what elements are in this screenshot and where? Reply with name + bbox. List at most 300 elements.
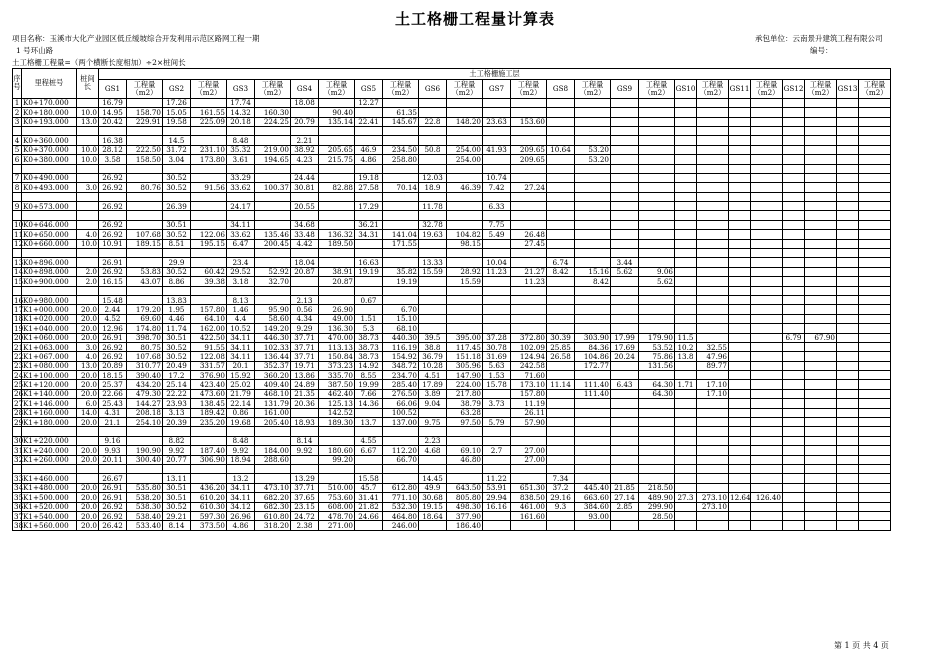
qty-cell <box>191 136 227 145</box>
qty-cell: 498.30 <box>447 502 483 511</box>
qty-cell: 360.20 <box>255 371 291 380</box>
width-cell: 15.05 <box>163 108 191 117</box>
qty-cell <box>751 399 783 408</box>
width-cell <box>547 455 575 464</box>
empty-cell <box>227 286 255 295</box>
width-cell: 31.72 <box>163 145 191 154</box>
width-cell <box>547 399 575 408</box>
qty-cell <box>805 136 837 145</box>
width-cell <box>729 98 751 107</box>
seq-cell: 6 <box>13 155 22 164</box>
length-cell: 20.0 <box>77 502 99 511</box>
empty-cell <box>639 249 675 258</box>
width-cell <box>611 173 639 182</box>
qty-cell: 387.50 <box>319 380 355 389</box>
seq-cell: 9 <box>13 202 22 211</box>
width-cell <box>729 145 751 154</box>
qty-cell: 28.50 <box>639 511 675 520</box>
width-cell: 16.38 <box>99 136 127 145</box>
empty-cell <box>355 427 383 436</box>
table-row <box>13 389 891 398</box>
header-layer-gs4: GS4 <box>291 79 319 98</box>
width-cell <box>783 98 805 107</box>
header-layer-gs7: GS7 <box>483 79 511 98</box>
qty-cell <box>575 305 611 314</box>
width-cell: 34.68 <box>291 220 319 229</box>
width-cell <box>783 361 805 370</box>
width-cell <box>783 305 805 314</box>
qty-cell: 234.50 <box>383 145 419 154</box>
qty-cell: 187.40 <box>191 446 227 455</box>
empty-cell <box>419 249 447 258</box>
width-cell <box>355 305 383 314</box>
qty-cell <box>575 295 611 304</box>
qty-cell <box>805 295 837 304</box>
width-cell <box>783 220 805 229</box>
qty-cell: 184.00 <box>255 446 291 455</box>
empty-cell <box>575 164 611 173</box>
qty-cell <box>751 446 783 455</box>
qty-cell: 158.50 <box>127 155 163 164</box>
empty-cell <box>783 427 805 436</box>
empty-cell <box>675 465 697 474</box>
table-row <box>13 98 891 107</box>
width-cell: 1.46 <box>227 305 255 314</box>
qty-cell <box>127 202 163 211</box>
qty-cell <box>697 474 729 483</box>
qty-cell: 242.58 <box>511 361 547 370</box>
empty-cell <box>77 192 99 201</box>
qty-cell <box>447 220 483 229</box>
qty-cell <box>575 399 611 408</box>
width-cell <box>837 446 859 455</box>
length-cell: 20.0 <box>77 493 99 502</box>
qty-cell: 162.00 <box>191 324 227 333</box>
qty-cell <box>805 352 837 361</box>
width-cell: 2.44 <box>99 305 127 314</box>
qty-cell <box>697 155 729 164</box>
width-cell <box>611 361 639 370</box>
qty-cell <box>575 521 611 530</box>
empty-cell <box>837 286 859 295</box>
width-cell <box>291 108 319 117</box>
width-cell <box>483 277 511 286</box>
length-cell: 3.0 <box>77 342 99 351</box>
width-cell <box>783 136 805 145</box>
empty-cell <box>127 211 163 220</box>
width-cell: 34.11 <box>227 220 255 229</box>
length-cell: 10.0 <box>77 108 99 117</box>
width-cell: 27.58 <box>355 183 383 192</box>
width-cell: 30.51 <box>163 333 191 342</box>
qty-cell <box>805 436 837 445</box>
seq-cell: 16 <box>14 295 24 305</box>
header-layer-group: 土工格栅施工层 <box>99 69 891 80</box>
qty-cell: 124.94 <box>511 352 547 361</box>
empty-cell <box>783 192 805 201</box>
width-cell <box>675 202 697 211</box>
empty-cell <box>483 164 511 173</box>
qty-cell <box>805 361 837 370</box>
width-cell: 5.63 <box>483 361 511 370</box>
qty-cell <box>805 324 837 333</box>
width-cell: 9.93 <box>99 446 127 455</box>
empty-cell <box>783 286 805 295</box>
qty-cell <box>805 155 837 164</box>
qty-cell <box>805 117 837 126</box>
station-cell: K0+660.000 <box>22 239 77 248</box>
width-cell: 18.94 <box>227 455 255 464</box>
qty-cell: 149.20 <box>255 324 291 333</box>
station-cell: K0+380.000 <box>22 155 77 164</box>
empty-cell <box>697 211 729 220</box>
width-cell <box>837 173 859 182</box>
qty-cell <box>575 117 611 126</box>
qty-cell <box>697 446 729 455</box>
table-row <box>13 155 891 164</box>
station-cell: K0+360.000 <box>22 136 77 145</box>
qty-cell <box>751 474 783 483</box>
width-cell <box>837 333 859 342</box>
qty-cell <box>383 173 419 182</box>
width-cell <box>675 521 697 530</box>
width-cell <box>729 108 751 117</box>
header-qty: 工程量（m2） <box>127 79 163 98</box>
length-cell <box>77 98 99 107</box>
qty-cell <box>127 98 163 107</box>
width-cell <box>837 474 859 483</box>
width-cell: 26.92 <box>99 502 127 511</box>
empty-cell <box>355 465 383 474</box>
width-cell <box>783 117 805 126</box>
empty-cell <box>77 465 99 474</box>
width-cell: 3.89 <box>419 389 447 398</box>
width-cell: 2.13 <box>291 295 319 304</box>
station-cell: K1+560.000 <box>22 521 77 530</box>
width-cell: 8.82 <box>163 436 191 445</box>
qty-cell <box>859 145 891 154</box>
empty-cell <box>13 164 22 173</box>
qty-cell <box>697 183 729 192</box>
table-row <box>13 521 891 530</box>
width-cell: 34.11 <box>227 352 255 361</box>
width-cell <box>483 324 511 333</box>
empty-cell <box>419 164 447 173</box>
qty-cell <box>191 295 227 304</box>
qty-cell <box>639 324 675 333</box>
width-cell <box>837 258 859 267</box>
width-cell <box>547 98 575 107</box>
empty-cell <box>729 465 751 474</box>
qty-cell: 8.42 <box>575 277 611 286</box>
width-cell <box>837 155 859 164</box>
header-layer-gs13: GS13 <box>837 79 859 98</box>
empty-cell <box>13 126 22 135</box>
qty-cell: 136.30 <box>319 324 355 333</box>
qty-cell: 306.90 <box>191 455 227 464</box>
qty-cell: 104.86 <box>575 352 611 361</box>
header-layer-gs3: GS3 <box>227 79 255 98</box>
width-cell <box>547 117 575 126</box>
qty-cell <box>751 202 783 211</box>
empty-cell <box>805 249 837 258</box>
empty-cell <box>783 164 805 173</box>
table-row <box>13 371 891 380</box>
width-cell <box>611 371 639 380</box>
qty-cell <box>639 220 675 229</box>
length-cell: 3.0 <box>77 183 99 192</box>
qty-cell: 26.48 <box>511 230 547 239</box>
width-cell <box>291 455 319 464</box>
width-cell: 17.74 <box>227 98 255 107</box>
seq-cell: 15 <box>14 276 24 286</box>
length-cell <box>77 202 99 211</box>
qty-cell: 102.33 <box>255 342 291 351</box>
table-row <box>13 136 891 145</box>
width-cell <box>547 108 575 117</box>
width-cell: 6.74 <box>547 258 575 267</box>
qty-cell: 423.40 <box>191 380 227 389</box>
length-cell: 20.0 <box>77 333 99 342</box>
empty-cell <box>805 192 837 201</box>
empty-cell <box>697 465 729 474</box>
qty-cell: 440.30 <box>383 333 419 342</box>
width-cell <box>729 239 751 248</box>
width-cell <box>783 389 805 398</box>
width-cell: 20.49 <box>163 361 191 370</box>
width-cell <box>783 295 805 304</box>
empty-cell <box>675 427 697 436</box>
width-cell <box>837 408 859 417</box>
width-cell: 22.41 <box>355 117 383 126</box>
width-cell: 6.43 <box>611 380 639 389</box>
width-cell <box>483 295 511 304</box>
station-cell: K1+080.000 <box>22 361 77 370</box>
width-cell: 10.52 <box>227 324 255 333</box>
qty-cell <box>639 136 675 145</box>
qty-cell: 173.10 <box>511 380 547 389</box>
width-cell <box>419 314 447 323</box>
width-cell <box>355 277 383 286</box>
empty-cell <box>291 211 319 220</box>
qty-cell <box>751 371 783 380</box>
width-cell <box>837 239 859 248</box>
qty-cell <box>859 239 891 248</box>
width-cell <box>837 399 859 408</box>
width-cell <box>729 436 751 445</box>
width-cell: 17.89 <box>419 380 447 389</box>
qty-cell <box>575 258 611 267</box>
width-cell: 21.35 <box>291 389 319 398</box>
qty-cell: 663.60 <box>575 493 611 502</box>
empty-cell <box>127 126 163 135</box>
qty-cell: 27.00 <box>511 446 547 455</box>
length-cell: 2.0 <box>77 267 99 276</box>
station-cell: K1+260.000 <box>22 455 77 464</box>
width-cell: 33.62 <box>227 230 255 239</box>
qty-cell: 113.13 <box>319 342 355 351</box>
width-cell: 19.63 <box>419 230 447 239</box>
width-cell: 16.15 <box>99 277 127 286</box>
width-cell: 4.68 <box>419 446 447 455</box>
empty-cell <box>383 211 419 220</box>
empty-cell <box>783 249 805 258</box>
width-cell <box>675 455 697 464</box>
table-row <box>13 239 891 248</box>
empty-cell <box>13 427 22 436</box>
qty-cell <box>255 436 291 445</box>
qty-cell: 377.90 <box>447 511 483 520</box>
qty-cell: 82.88 <box>319 183 355 192</box>
width-cell <box>729 202 751 211</box>
empty-cell <box>547 126 575 135</box>
width-cell <box>547 511 575 520</box>
width-cell <box>611 230 639 239</box>
qty-cell: 310.77 <box>127 361 163 370</box>
width-cell: 4.23 <box>291 155 319 164</box>
qty-cell: 95.90 <box>255 305 291 314</box>
width-cell: 25.43 <box>99 399 127 408</box>
qty-cell <box>697 295 729 304</box>
length-cell: 20.0 <box>77 324 99 333</box>
qty-cell: 15.59 <box>447 277 483 286</box>
width-cell <box>675 361 697 370</box>
qty-cell <box>751 155 783 164</box>
qty-cell: 186.40 <box>447 521 483 530</box>
width-cell <box>783 399 805 408</box>
table-row <box>13 173 891 182</box>
empty-cell <box>729 249 751 258</box>
width-cell: 11.22 <box>483 474 511 483</box>
qty-cell: 100.52 <box>383 408 419 417</box>
qty-cell: 70.14 <box>383 183 419 192</box>
width-cell: 30.51 <box>163 483 191 492</box>
qty-cell: 11.23 <box>511 277 547 286</box>
qty-cell <box>859 98 891 107</box>
qty-cell <box>639 474 675 483</box>
width-cell: 30.52 <box>163 352 191 361</box>
qty-cell <box>859 173 891 182</box>
qty-cell <box>697 436 729 445</box>
qty-cell: 157.80 <box>191 305 227 314</box>
width-cell: 25.37 <box>99 380 127 389</box>
qty-cell <box>805 371 837 380</box>
qty-cell <box>639 436 675 445</box>
width-cell <box>675 155 697 164</box>
width-cell <box>483 108 511 117</box>
width-cell: 36.79 <box>419 352 447 361</box>
width-cell: 12.64 <box>730 492 751 502</box>
qty-cell: 9.06 <box>639 267 675 276</box>
qty-cell: 46.39 <box>447 183 483 192</box>
qty-cell <box>751 361 783 370</box>
width-cell: 4.86 <box>355 155 383 164</box>
header-qty: 工程量（m2） <box>447 79 483 98</box>
qty-cell: 17.10 <box>697 389 729 398</box>
qty-cell <box>751 502 783 511</box>
width-cell: 9.16 <box>99 436 127 445</box>
width-cell <box>611 324 639 333</box>
qty-cell: 112.20 <box>383 446 419 455</box>
empty-cell <box>751 249 783 258</box>
length-cell: 6.0 <box>77 399 99 408</box>
qty-cell: 273.10 <box>697 502 729 511</box>
qty-cell <box>751 305 783 314</box>
qty-cell <box>859 108 891 117</box>
qty-cell <box>127 173 163 182</box>
qty-cell <box>511 295 547 304</box>
seq-cell: 11 <box>14 229 24 239</box>
length-cell <box>77 173 99 182</box>
width-cell <box>419 521 447 530</box>
width-cell: 20.1 <box>227 361 255 370</box>
qty-cell <box>805 455 837 464</box>
empty-cell <box>639 286 675 295</box>
spacer-row <box>13 211 891 220</box>
qty-cell <box>639 202 675 211</box>
width-cell <box>837 202 859 211</box>
table-row <box>13 333 891 342</box>
empty-cell <box>547 211 575 220</box>
length-cell: 20.0 <box>77 483 99 492</box>
station-cell: K0+193.000 <box>22 117 77 126</box>
station-cell: K1+140.000 <box>22 389 77 398</box>
qty-cell: 373.50 <box>191 521 227 530</box>
qty-cell: 15.16 <box>575 267 611 276</box>
empty-cell <box>483 192 511 201</box>
header-qty: 工程量（m2） <box>511 79 547 98</box>
empty-cell <box>511 286 547 295</box>
qty-cell: 171.55 <box>383 239 419 248</box>
qty-cell: 473.10 <box>255 483 291 492</box>
empty-cell <box>859 286 891 295</box>
qty-cell: 93.00 <box>575 511 611 520</box>
qty-cell: 91.56 <box>191 183 227 192</box>
width-cell: 11.74 <box>163 324 191 333</box>
empty-cell <box>99 164 127 173</box>
empty-cell <box>729 427 751 436</box>
seq-cell: 3 <box>13 117 22 126</box>
width-cell <box>729 502 751 511</box>
width-cell: 30.78 <box>483 342 511 351</box>
qty-cell <box>511 136 547 145</box>
width-cell <box>729 230 751 239</box>
empty-cell <box>805 427 837 436</box>
qty-cell: 234.70 <box>383 371 419 380</box>
width-cell <box>675 173 697 182</box>
width-cell <box>783 108 805 117</box>
width-cell <box>729 455 751 464</box>
seq-cell: 12 <box>14 239 24 249</box>
qty-cell: 63.28 <box>447 408 483 417</box>
qty-cell: 643.50 <box>447 483 483 492</box>
length-cell: 20.0 <box>77 380 99 389</box>
width-cell <box>675 239 697 248</box>
width-cell: 18.9 <box>419 183 447 192</box>
width-cell: 24.89 <box>291 380 319 389</box>
qty-cell <box>805 493 837 502</box>
table-row <box>13 314 891 323</box>
empty-cell <box>383 249 419 258</box>
width-cell <box>837 361 859 370</box>
width-cell <box>611 220 639 229</box>
qty-cell: 174.80 <box>127 324 163 333</box>
qty-cell <box>447 295 483 304</box>
empty-cell <box>483 211 511 220</box>
empty-cell <box>319 164 355 173</box>
width-cell: 53.91 <box>483 483 511 492</box>
width-cell <box>355 108 383 117</box>
